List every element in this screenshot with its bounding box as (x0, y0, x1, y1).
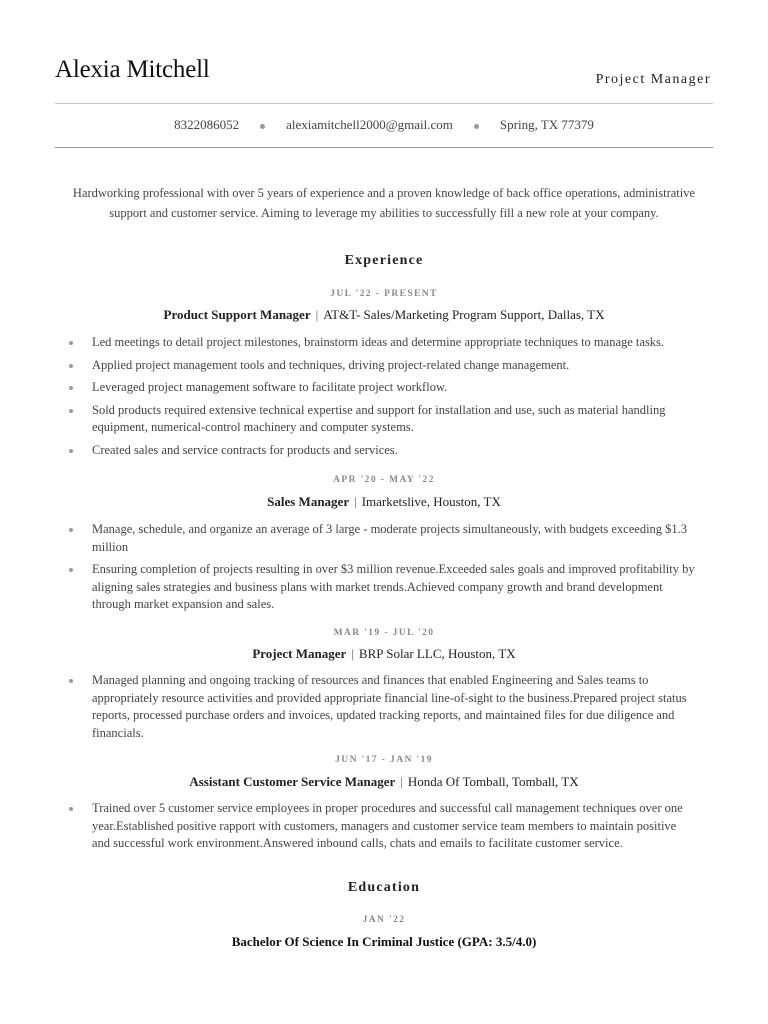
job-dates: JUL '22 - PRESENT (330, 289, 438, 299)
bullet-separator-icon (260, 124, 265, 129)
list-item (55, 442, 695, 460)
bullet-separator-icon (474, 124, 479, 129)
role-separator: | (351, 646, 354, 661)
list-item (55, 402, 695, 437)
bullet-icon (69, 807, 73, 811)
job-dates: MAR '19 - JUL '20 (333, 628, 435, 638)
bullet-icon (69, 528, 73, 532)
job-bullets (55, 521, 695, 614)
role-separator: | (315, 307, 319, 322)
candidate-name: Alexia Mitchell (55, 56, 210, 83)
job-role (55, 774, 713, 790)
list-item (55, 521, 695, 556)
bullet-icon (69, 341, 73, 345)
bullet-text: Sold products required extensive technical expertise and support for installation and use, such as material handling equipment, numerical-control machinery and computer systems. (92, 402, 666, 434)
role-separator: | (354, 494, 357, 509)
professional-summary: Hardworking professional with over 5 years of experience and a proven knowledge of back office operations, administrative support and customer service. Aiming to leverage my abilities to successfully fill a new role at your company. (72, 186, 696, 220)
bullet-icon (69, 679, 73, 683)
list-item (55, 379, 695, 397)
education-degree: Bachelor Of Science In Criminal Justice (GPA: 3.5/4.0) (231, 934, 537, 949)
bullet-icon (69, 386, 73, 390)
list-item (55, 334, 695, 352)
job-bullets (55, 672, 695, 742)
bullet-text: Led meetings to detail project milestones, brainstorm ideas and determine appropriate techniques to manage tasks. (92, 335, 665, 349)
job-title: Sales Manager (267, 494, 350, 509)
job-role (55, 307, 713, 323)
education-heading: Education (347, 880, 421, 895)
bullet-text: Leveraged project management software to facilitate project workflow. (92, 380, 448, 394)
bullet-icon (69, 409, 73, 413)
contact-phone: 8322086052 (174, 117, 240, 132)
role-separator: | (400, 774, 403, 789)
education-date: JAN '22 (362, 915, 406, 925)
job-title: Product Support Manager (163, 307, 311, 322)
bullet-icon (69, 568, 73, 572)
list-item (55, 357, 695, 375)
contact-bar (55, 117, 713, 133)
list-item (55, 561, 695, 614)
job-dates: JUN '17 - JAN '19 (335, 755, 433, 765)
contact-location: Spring, TX 77379 (499, 117, 594, 132)
experience-heading: Experience (344, 253, 424, 268)
job-company: BRP Solar LLC, Houston, TX (358, 646, 516, 661)
bullet-text: Managed planning and ongoing tracking of resources and finances that enabled Engineering and Sales teams to appropriately resource activities and provided appropriate financial line-of-sight to the business.Prepared project status reports, processed purchase orders and invoices, updated tracking reports, and maintained files for due diligence and financials. (92, 673, 687, 740)
job-bullets (55, 800, 695, 853)
job-title: Assistant Customer Service Manager (189, 774, 396, 789)
header-divider (55, 103, 713, 104)
job-dates: APR '20 - MAY '22 (333, 475, 435, 485)
bullet-text: Ensuring completion of projects resulting in over $3 million revenue.Exceeded sales goals and improved profitability by aligning sales strategies and business plans with market trends.Achieved company growth and brand development through market expansion and sales. (92, 562, 695, 611)
bullet-text: Created sales and service contracts for products and services. (92, 442, 398, 457)
bullet-text: Trained over 5 customer service employees in proper procedures and successful call management techniques over one year.Established positive rapport with customers, managers and customer service team members to maintain positive and successful work environment.Answered inbound calls, chats and emails to facilitate customer service. (92, 801, 683, 850)
job-title: Project Manager (252, 646, 347, 661)
bullet-text: Manage, schedule, and organize an average of 3 large - moderate projects simultaneously, with budgets exceeding $1.3 million (92, 522, 688, 554)
bullet-icon (69, 364, 73, 368)
list-item (55, 672, 695, 742)
bullet-text: Applied project management tools and techniques, driving project-related change management. (92, 357, 570, 372)
contact-email: alexiamitchell2000@gmail.com (286, 117, 453, 132)
candidate-job-title: Project Manager (595, 72, 711, 87)
job-bullets (55, 334, 695, 459)
list-item (55, 800, 695, 853)
job-role (55, 646, 713, 662)
job-company: AT&T- Sales/Marketing Program Support, Dallas, TX (323, 307, 605, 322)
job-role (55, 494, 713, 510)
bullet-icon (69, 449, 73, 453)
job-company: Imarketslive, Houston, TX (361, 494, 501, 509)
job-company: Honda Of Tomball, Tomball, TX (407, 774, 579, 789)
contact-divider (55, 147, 713, 148)
